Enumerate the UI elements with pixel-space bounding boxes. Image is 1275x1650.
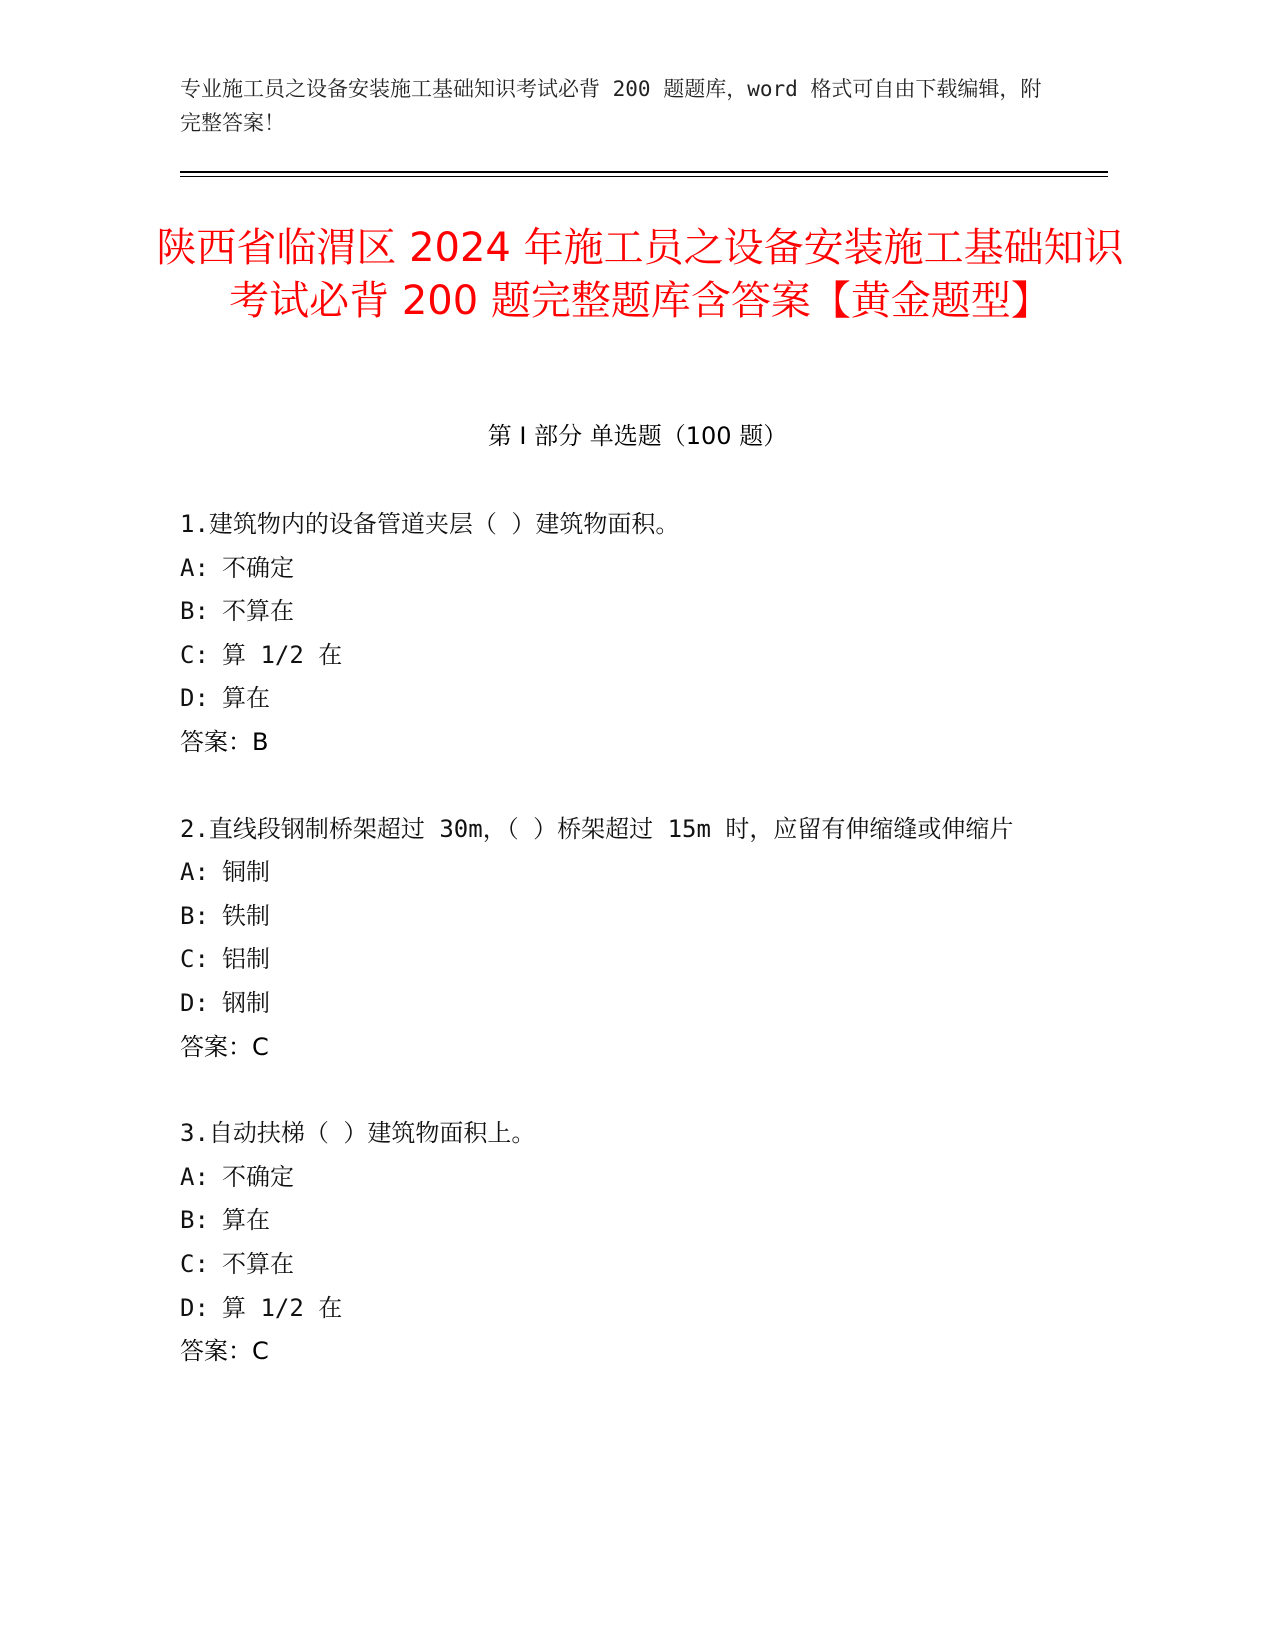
option-c xyxy=(180,1243,1060,1287)
answer-line: 答案：C xyxy=(180,1337,269,1366)
option-letter: D: xyxy=(180,684,209,713)
option-letter: A: xyxy=(180,858,209,887)
option-text: 不算在 xyxy=(222,597,294,626)
section-heading: 第 I 部分 单选题（100 题） xyxy=(487,422,788,450)
question-stem: 1.建筑物内的设备管道夹层（ ）建筑物面积。 xyxy=(180,510,680,538)
header-divider-thin xyxy=(180,176,1108,177)
option-a xyxy=(180,851,1060,895)
option-text: 铁制 xyxy=(222,901,270,930)
question-item xyxy=(180,503,1060,765)
option-text: 不算在 xyxy=(222,1249,294,1278)
option-b xyxy=(180,590,1060,634)
option-text: 不确定 xyxy=(222,1162,294,1191)
option-c xyxy=(180,938,1060,982)
question-stem: 2.直线段钢制桥架超过 30m，（ ）桥架超过 15m 时，应留有伸缩缝或伸缩片 xyxy=(180,814,1014,843)
option-letter: D: xyxy=(180,988,209,1017)
option-letter: B: xyxy=(180,901,209,930)
document-title: 陕西省临渭区 2024 年施工员之设备安装施工基础知识考试必背 200 题完整题库含答案【黄金题型】 xyxy=(156,225,1124,324)
header-note: 专业施工员之设备安装施工基础知识考试必背 200 题题库，word 格式可自由下载编辑，附完整答案！ xyxy=(180,77,1042,135)
option-text: 钢制 xyxy=(222,988,270,1017)
option-text: 算在 xyxy=(222,1206,270,1235)
option-letter: A: xyxy=(180,553,209,582)
option-c xyxy=(180,634,1060,678)
option-text: 铝制 xyxy=(222,945,270,974)
option-letter: C: xyxy=(180,945,209,974)
question-item xyxy=(180,1112,1060,1374)
option-text: 算 1/2 在 xyxy=(222,640,343,669)
option-d xyxy=(180,677,1060,721)
question-stem: 3.自动扶梯（ ）建筑物面积上。 xyxy=(180,1119,536,1148)
option-b xyxy=(180,895,1060,939)
option-letter: B: xyxy=(180,1206,209,1235)
option-d xyxy=(180,982,1060,1026)
option-text: 算在 xyxy=(222,684,270,713)
option-letter: C: xyxy=(180,640,209,669)
option-b xyxy=(180,1199,1060,1243)
option-letter: D: xyxy=(180,1293,209,1322)
header-divider-thick xyxy=(180,171,1108,173)
answer-line: 答案：C xyxy=(180,1032,269,1061)
option-d xyxy=(180,1287,1060,1331)
option-letter: A: xyxy=(180,1162,209,1191)
option-letter: C: xyxy=(180,1249,209,1278)
answer-line: 答案：B xyxy=(180,727,269,756)
option-text: 不确定 xyxy=(222,553,294,582)
option-text: 算 1/2 在 xyxy=(222,1293,343,1322)
option-letter: B: xyxy=(180,597,209,626)
question-item xyxy=(180,808,1060,1070)
option-a xyxy=(180,547,1060,591)
option-text: 铜制 xyxy=(222,858,270,887)
question-list xyxy=(180,503,1060,1417)
option-a xyxy=(180,1156,1060,1200)
